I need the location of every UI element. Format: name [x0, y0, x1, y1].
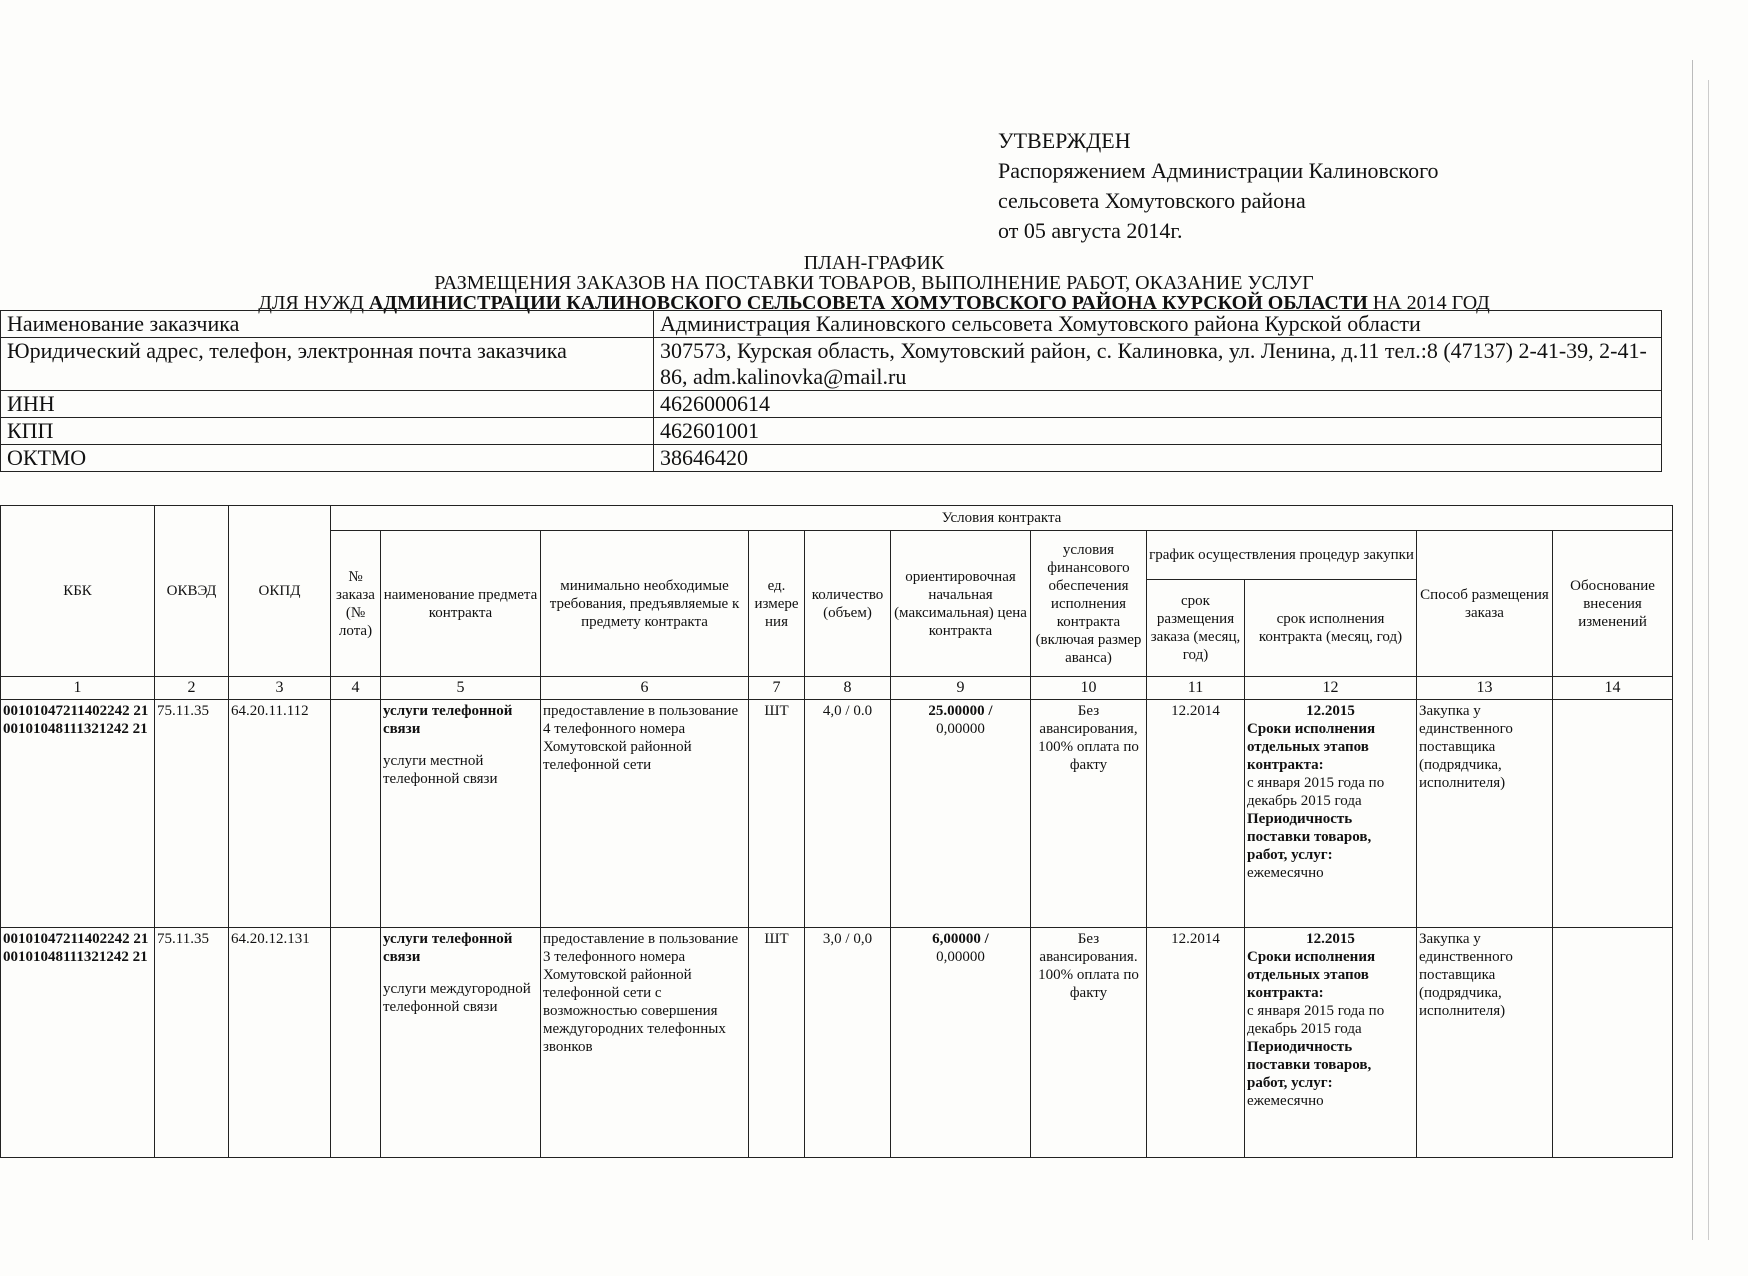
approval-line: Распоряжением Администрации Калиновского [998, 158, 1439, 183]
row-requirements: предоставление в пользование 3 телефонного номера Хомутовской районной телефонной сети с возможностью совершения междугородних телефонных звонков [541, 928, 749, 1158]
row-price-value: 6,00000 / [932, 931, 989, 947]
column-number: 14 [1553, 677, 1673, 700]
row-okved: 75.11.35 [155, 700, 229, 928]
header-contract-conditions: Условия контракта [331, 506, 1673, 531]
plan-customer-suffix: НА 2014 ГОД [1367, 292, 1490, 314]
customer-kpp-label: КПП [1, 418, 654, 445]
row-price-secondary: 0,00000 [936, 721, 985, 737]
row-price [891, 928, 1031, 1158]
customer-oktmo-label: ОКТМО [1, 445, 654, 472]
row-execution-stages-value: с января 2015 года по декабрь 2015 года [1247, 775, 1385, 809]
row-kbk-code: 00101047211402242 21 [3, 931, 149, 947]
row-price [891, 700, 1031, 928]
column-number: 13 [1417, 677, 1553, 700]
row-kbk-code: 00101047211402242 21 [3, 703, 149, 719]
row-price-value: 25.00000 / [928, 703, 993, 719]
approval-line: УТВЕРЖДЕН [998, 128, 1131, 153]
row-subject-detail: услуги местной телефонной связи [383, 753, 498, 787]
column-number: 2 [155, 677, 229, 700]
row-execution-period-label: Периодичность поставки товаров, работ, услуг: [1247, 1039, 1372, 1091]
row-kbk [1, 700, 155, 928]
customer-oktmo-value: 38646420 [654, 445, 1662, 472]
customer-oktmo-row [1, 445, 1662, 472]
header-min-requirements: минимально необходимые требования, предъявляемые к предмету контракта [541, 531, 749, 677]
header-financial-terms: условия финансового обеспечения исполнения контракта (включая размер аванса) [1031, 531, 1147, 677]
row-execution-period-label: Периодичность поставки товаров, работ, услуг: [1247, 811, 1372, 863]
header-quantity: количество (объем) [805, 531, 891, 677]
row-unit: ШТ [749, 700, 805, 928]
row-execution [1245, 928, 1417, 1158]
header-unit: ед. измерения [749, 531, 805, 677]
row-kbk-code: 00101048111321242 21 [3, 949, 148, 965]
page-edge-line [1692, 60, 1693, 1240]
column-number: 12 [1245, 677, 1417, 700]
column-number: 9 [891, 677, 1031, 700]
column-number: 7 [749, 677, 805, 700]
header-row [1, 506, 1673, 531]
column-number-row [1, 677, 1673, 700]
row-okpd: 64.20.12.131 [229, 928, 331, 1158]
plan-customer-name: АДМИНИСТРАЦИИ КАЛИНОВСКОГО СЕЛЬСОВЕТА ХОМУТОВСКОГО РАЙОНА КУРСКОЙ ОБЛАСТИ [368, 292, 1368, 314]
header-schedule: график осуществления процедур закупки [1147, 531, 1417, 580]
customer-name-row [1, 311, 1662, 338]
column-number: 8 [805, 677, 891, 700]
plan-title: ПЛАН-ГРАФИК [803, 252, 945, 274]
header-initial-price: ориентировочная начальная (максимальная) цена контракта [891, 531, 1031, 677]
column-number: 10 [1031, 677, 1147, 700]
row-justification [1553, 700, 1673, 928]
header-kbk: КБК [1, 506, 155, 677]
row-order-no [331, 928, 381, 1158]
row-quantity: 4,0 / 0.0 [805, 700, 891, 928]
row-subject-title: услуги телефонной связи [383, 703, 513, 737]
customer-info-table [0, 310, 1662, 472]
customer-inn-value: 4626000614 [654, 391, 1662, 418]
row-order-no [331, 700, 381, 928]
row-financial: Без авансирования. 100% оплата по факту [1031, 928, 1147, 1158]
header-method: Способ размещения заказа [1417, 531, 1553, 677]
row-okpd: 64.20.11.112 [229, 700, 331, 928]
customer-address-label: Юридический адрес, телефон, электронная почта заказчика [1, 338, 654, 391]
approval-stamp [998, 126, 1439, 246]
row-execution-period-value: ежемесячно [1247, 1093, 1324, 1109]
customer-inn-label: ИНН [1, 391, 654, 418]
approval-line: от 05 августа 2014г. [998, 218, 1183, 243]
row-okved: 75.11.35 [155, 928, 229, 1158]
row-execution-stages-label: Сроки исполнения отдельных этапов контракта: [1247, 949, 1376, 1001]
customer-name-label: Наименование заказчика [1, 311, 654, 338]
row-execution-period-value: ежемесячно [1247, 865, 1324, 881]
plan-customer-prefix: ДЛЯ НУЖД [258, 292, 369, 314]
row-execution [1245, 700, 1417, 928]
row-kbk [1, 928, 155, 1158]
row-placement: 12.2014 [1147, 700, 1245, 928]
column-number: 1 [1, 677, 155, 700]
row-unit: ШТ [749, 928, 805, 1158]
row-subject-detail: услуги междугородной телефонной связи [383, 981, 531, 1015]
procurement-schedule-table [0, 505, 1673, 1158]
row-justification [1553, 928, 1673, 1158]
row-method: Закупка у единственного поставщика (подрядчика, исполнителя) [1417, 928, 1553, 1158]
row-execution-date: 12.2015 [1306, 703, 1355, 719]
row-requirements: предоставление в пользование 4 телефонного номера Хомутовской районной телефонной сети [541, 700, 749, 928]
header-placement-term: срок размещения заказа (месяц, год) [1147, 580, 1245, 677]
customer-address-row [1, 338, 1662, 391]
customer-name-value: Администрация Калиновского сельсовета Хомутовского района Курской области [654, 311, 1662, 338]
row-execution-date: 12.2015 [1306, 931, 1355, 947]
table-row [1, 700, 1673, 928]
header-okpd: ОКПД [229, 506, 331, 677]
customer-kpp-value: 462601001 [654, 418, 1662, 445]
column-number: 5 [381, 677, 541, 700]
row-subject [381, 700, 541, 928]
header-subject-name: наименование предмета контракта [381, 531, 541, 677]
row-kbk-code: 00101048111321242 21 [3, 721, 148, 737]
column-number: 4 [331, 677, 381, 700]
row-quantity: 3,0 / 0,0 [805, 928, 891, 1158]
column-number: 6 [541, 677, 749, 700]
row-subject [381, 928, 541, 1158]
row-price-secondary: 0,00000 [936, 949, 985, 965]
header-justification: Обоснование внесения изменений [1553, 531, 1673, 677]
row-method: Закупка у единственного поставщика (подрядчика, исполнителя) [1417, 700, 1553, 928]
row-execution-stages-label: Сроки исполнения отдельных этапов контракта: [1247, 721, 1376, 773]
table-row [1, 928, 1673, 1158]
row-execution-stages-value: с января 2015 года по декабрь 2015 года [1247, 1003, 1385, 1037]
header-okved: ОКВЭД [155, 506, 229, 677]
column-number: 11 [1147, 677, 1245, 700]
header-order-no: № заказа (№ лота) [331, 531, 381, 677]
row-placement: 12.2014 [1147, 928, 1245, 1158]
plan-subtitle: РАЗМЕЩЕНИЯ ЗАКАЗОВ НА ПОСТАВКИ ТОВАРОВ, ВЫПОЛНЕНИЕ РАБОТ, ОКАЗАНИЕ УСЛУГ [434, 272, 1314, 294]
customer-address-value: 307573, Курская область, Хомутовский район, с. Калиновка, ул. Ленина, д.11 тел.:8 (47137) 2-41-39, 2-41-86, adm.kalinovka@mail.ru [654, 338, 1662, 391]
row-subject-title: услуги телефонной связи [383, 931, 513, 965]
header-execution-term: срок исполнения контракта (месяц, год) [1245, 580, 1417, 677]
customer-inn-row [1, 391, 1662, 418]
approval-line: сельсовета Хомутовского района [998, 188, 1306, 213]
row-financial: Без авансирования, 100% оплата по факту [1031, 700, 1147, 928]
customer-kpp-row [1, 418, 1662, 445]
column-number: 3 [229, 677, 331, 700]
